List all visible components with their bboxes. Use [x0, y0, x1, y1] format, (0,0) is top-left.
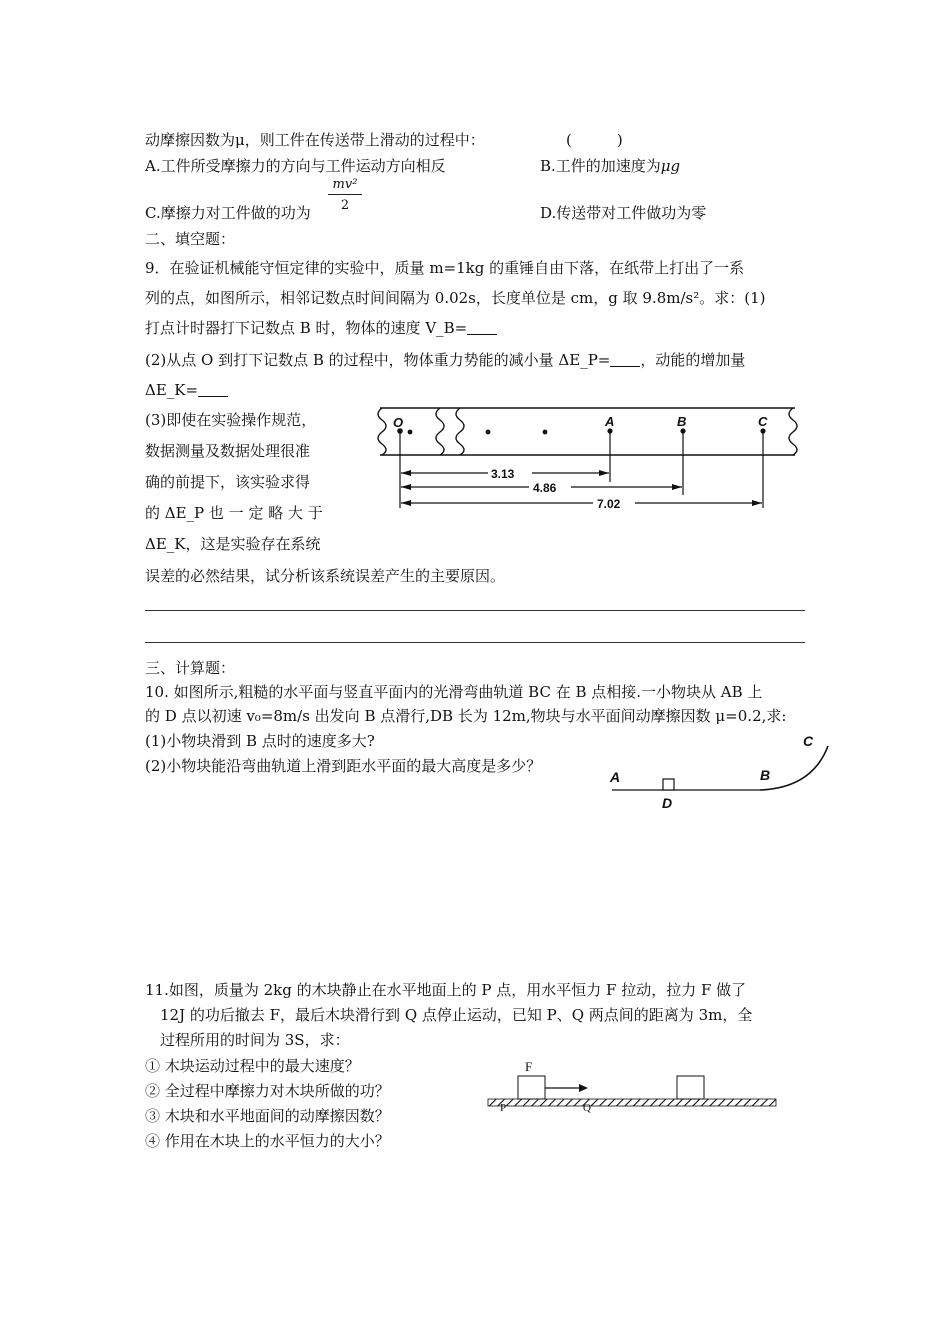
tape-mid-break-1 [436, 408, 444, 455]
q9-part3-line-3: 确的前提下，该实验求得 [145, 473, 311, 491]
q8-option-c-numerator: mv² [328, 176, 362, 195]
answer-blank-vb [467, 320, 497, 335]
ground-hatch [488, 1099, 776, 1106]
tape-label-b: B [677, 414, 687, 429]
q8-option-b-value: μg [660, 157, 681, 175]
dim-label-oc: 7.02 [597, 497, 621, 511]
q10-line-3: (1)小物块滑到 B 点时的速度多大? [145, 732, 375, 750]
block-at-q [677, 1076, 704, 1099]
q8-option-d: D.传送带对工件做功为零 [540, 204, 707, 222]
tape-right-break [789, 408, 797, 455]
q9-line-3-text: 打点计时器打下记数点 B 时，物体的速度 V_B= [145, 319, 468, 337]
q11-line-2: 12J 的功后撤去 F，最后木块滑行到 Q 点停止运动，已知 P、Q 两点间的距离为 3m，全 [160, 1006, 753, 1024]
q9-part3-line-1: (3)即使在实验操作规范， [145, 411, 317, 429]
q8-option-c: C.摩擦力对工件做的功为 [145, 204, 311, 222]
track-label-a: A [610, 769, 621, 785]
track-figure [600, 728, 840, 818]
track-label-c: C [803, 733, 814, 749]
tape-label-c: C [758, 414, 768, 429]
q9-line-4-text: (2)从点 O 到打下记数点 B 的过程中，物体重力势能的减小量 ΔE_P= [145, 351, 611, 369]
block-at-p [518, 1076, 545, 1099]
q9-line-4 [145, 350, 745, 370]
section-3-heading: 三、计算题： [145, 659, 236, 677]
block-d [663, 779, 674, 790]
q9-line-5-text: ΔE_K= [145, 381, 199, 399]
q11-line-1: 11.如图，质量为 2kg 的木块静止在水平地面上的 P 点，用水平恒力 F 拉动，拉力 F 做了 [145, 981, 747, 999]
q9-part3-line-5: ΔE_K，这是实验存在系统 [145, 535, 321, 553]
answer-blank-ek [198, 382, 228, 397]
q11-sub-1: ① 木块运动过程中的最大速度？ [145, 1057, 360, 1075]
section-2-heading: 二、填空题： [145, 230, 236, 248]
tape-mid-break-2 [456, 408, 464, 455]
q10-line-1: 10. 如图所示,粗糙的水平面与竖直平面内的光滑弯曲轨道 BC 在 B 点相接.一小物块从 AB 上 [145, 683, 763, 701]
answer-blank-ep [610, 352, 640, 367]
q9-part3-line-6: 误差的必然结果，试分析该系统误差产生的主要原因。 [145, 567, 506, 585]
q9-line-1: 9．在验证机械能守恒定律的实验中，质量 m=1kg 的重锤自由下落，在纸带上打出了一系 [145, 259, 745, 277]
dim-label-ob: 4.86 [533, 481, 557, 495]
tape-label-o: O [393, 415, 404, 430]
q8-option-b [540, 156, 680, 176]
block-figure [480, 1055, 785, 1115]
q11-sub-3: ③ 木块和水平地面间的动摩擦因数？ [145, 1107, 390, 1125]
point-label-q: Q [583, 1102, 591, 1114]
q9-line-4b-text: ，动能的增加量 [640, 351, 746, 369]
q10-line-4: (2)小物块能沿弯曲轨道上滑到距水平面的最大高度是多少？ [145, 757, 542, 775]
q9-part3-line-4: 的 ΔE_P 也 一 定 略 大 于 [145, 504, 323, 522]
tape-left-break [378, 408, 386, 455]
track-label-b: B [760, 767, 771, 783]
q8-option-b-prefix: B.工件的加速度为 [540, 157, 661, 175]
track-label-d: D [662, 795, 673, 811]
tape-dot-o2 [408, 430, 413, 435]
q8-stem: 动摩擦因数为μ，则工件在传送带上滑动的过程中： [145, 131, 485, 149]
q11-sub-2: ② 全过程中摩擦力对木块所做的功？ [145, 1082, 390, 1100]
answer-line-1 [145, 610, 805, 611]
q9-line-2: 列的点，如图所示，相邻记数点时间间隔为 0.02s，长度单位是 cm，g 取 9.8m/s²。求：(1) [145, 289, 766, 307]
force-label-f: F [525, 1059, 533, 1074]
paper-tape-figure [365, 400, 805, 520]
q11-sub-4: ④ 作用在木块上的水平恒力的大小？ [145, 1132, 390, 1150]
q10-line-2: 的 D 点以初速 v₀=8m/s 出发向 B 点滑行,DB 长为 12m,物块与水平面间动摩擦因数 μ=0.2,求: [145, 707, 787, 725]
q9-line-3 [145, 318, 497, 338]
q8-option-a: A.工件所受摩擦力的方向与工件运动方向相反 [145, 157, 446, 175]
track-curve-bc [760, 746, 828, 790]
tape-dot-2 [543, 430, 548, 435]
answer-line-2 [145, 642, 805, 643]
tape-label-a: A [605, 414, 615, 429]
q11-line-3: 过程所用的时间为 3S，求： [160, 1031, 350, 1049]
q9-line-5 [145, 380, 228, 400]
q8-answer-paren: ( ) [566, 131, 623, 149]
tape-dot-1 [486, 430, 491, 435]
point-label-p: P [500, 1102, 507, 1114]
q9-part3-line-2: 数据测量及数据处理很准 [145, 442, 311, 460]
dim-label-oa: 3.13 [491, 467, 515, 481]
q8-option-c-denominator: 2 [340, 198, 350, 213]
